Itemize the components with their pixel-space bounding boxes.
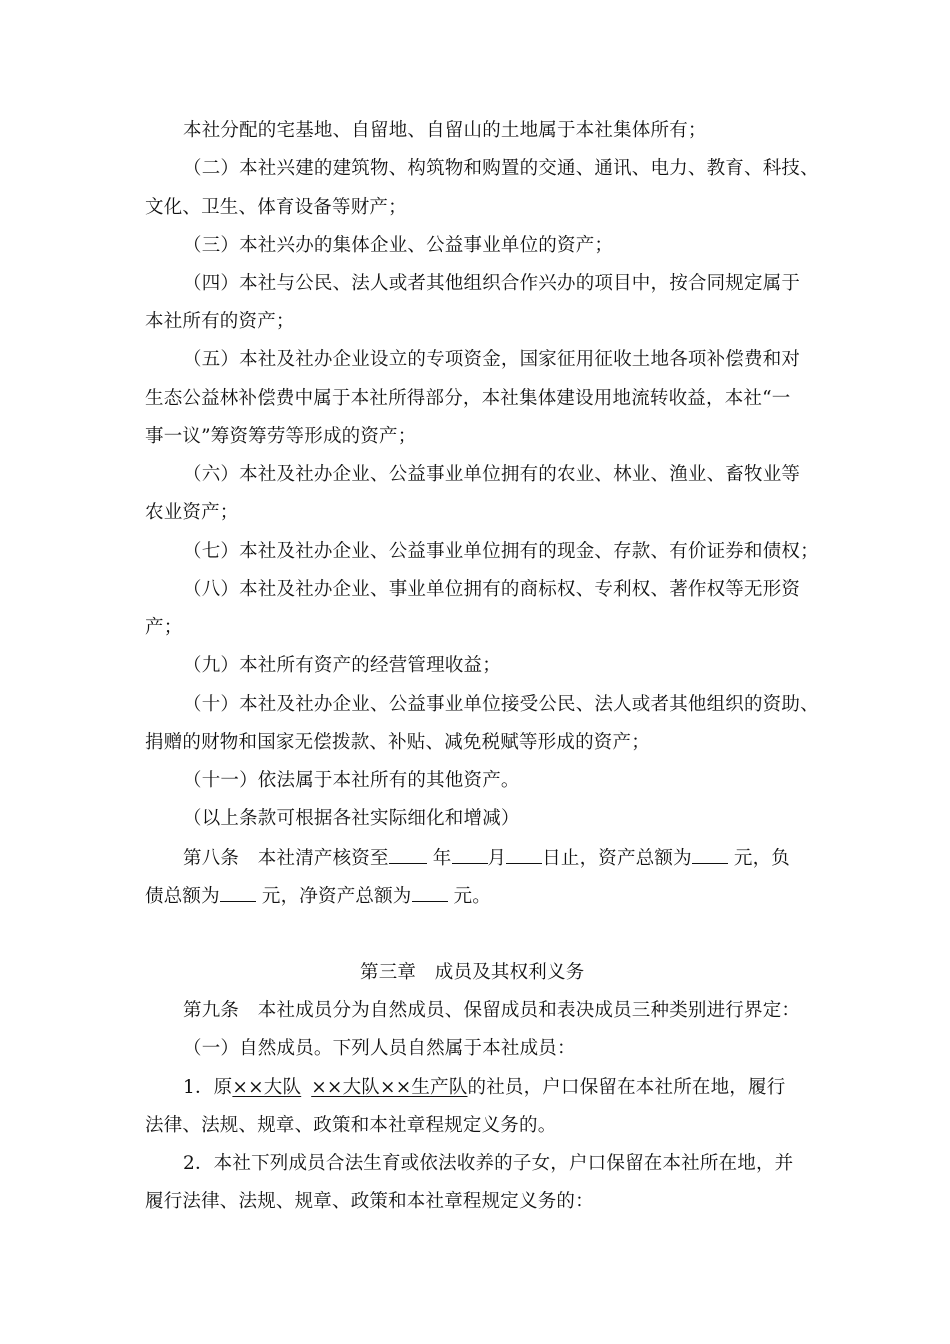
text-line: （二）本社兴建的建筑物、构筑物和购置的交通、通讯、电力、教育、科技、 xyxy=(183,158,819,179)
paragraph-1-prefix: 1．原 xyxy=(183,1077,233,1098)
article-8-text: 月 xyxy=(487,848,507,869)
text-line: 捐赠的财物和国家无偿拨款、补贴、减免税赋等形成的资产； xyxy=(145,732,650,753)
text-line: 本社分配的宅基地、自留地、自留山的土地属于本社集体所有； xyxy=(183,120,707,141)
paragraph-1-line-1 xyxy=(183,1075,785,1101)
paragraph-2-line-2: 履行法律、法规、规章、政策和本社章程规定义务的： xyxy=(145,1191,594,1212)
chapter-title: 第三章 成员及其权利义务 xyxy=(360,962,585,983)
text-line: （十）本社及社办企业、公益事业单位接受公民、法人或者其他组织的资助、 xyxy=(183,694,819,715)
text-line: 事一议”筹资筹劳等形成的资产； xyxy=(145,426,417,447)
fill-blank[interactable] xyxy=(412,883,448,902)
fill-blank[interactable] xyxy=(506,845,542,864)
text-line: （八）本社及社办企业、事业单位拥有的商标权、专利权、著作权等无形资 xyxy=(183,579,801,600)
article-8-text: 元，负 xyxy=(733,848,791,869)
text-line: 生态公益林补偿费中属于本社所得部分，本社集体建设用地流转收益，本社“一 xyxy=(145,388,791,409)
article-8-text: 元。 xyxy=(453,886,492,907)
paragraph-1-suffix: 的社员，户口保留在本社所在地，履行 xyxy=(467,1077,786,1098)
fill-blank[interactable] xyxy=(220,883,256,902)
text-line: 产； xyxy=(145,617,183,638)
fill-blank[interactable] xyxy=(452,845,488,864)
text-line: 本社所有的资产； xyxy=(145,311,295,332)
article-8-line-2 xyxy=(145,883,491,910)
item-natural-members: （一）自然成员。下列人员自然属于本社成员： xyxy=(183,1038,576,1059)
article-8-text: 日止，资产总额为 xyxy=(542,848,692,869)
article-8-text: 债总额为 xyxy=(145,886,220,907)
article-8-text: 元，净资产总额为 xyxy=(261,886,412,907)
text-line: （四）本社与公民、法人或者其他组织合作兴办的项目中，按合同规定属于 xyxy=(183,273,801,294)
article-8-text: 年 xyxy=(432,848,452,869)
article-9: 第九条 本社成员分为自然成员、保留成员和表决成员三种类别进行界定： xyxy=(183,1000,801,1021)
underlined-placeholder: ××大队 xyxy=(232,1077,302,1098)
paragraph-1-line-2: 法律、法规、规章、政策和本社章程规定义务的。 xyxy=(145,1115,557,1136)
text-line: 文化、卫生、体育设备等财产； xyxy=(145,197,407,218)
text-line: 农业资产； xyxy=(145,502,239,523)
text-line: （以上条款可根据各社实际细化和增减） xyxy=(183,808,520,829)
article-8-line-1 xyxy=(183,845,790,872)
article-8-text: 第八条 本社清产核资至 xyxy=(183,848,389,869)
text-line: （十一）依法属于本社所有的其他资产。 xyxy=(183,770,520,791)
text-line: （三）本社兴办的集体企业、公益事业单位的资产； xyxy=(183,235,614,256)
text-line: （五）本社及社办企业设立的专项资金，国家征用征收土地各项补偿费和对 xyxy=(183,349,801,370)
underlined-placeholder: ××大队××生产队 xyxy=(311,1077,468,1098)
fill-blank[interactable] xyxy=(692,845,728,864)
text-line: （九）本社所有资产的经营管理收益； xyxy=(183,655,501,676)
fill-blank[interactable] xyxy=(389,845,427,864)
paragraph-2-line-1: 2．本社下列成员合法生育或依法收养的子女，户口保留在本社所在地，并 xyxy=(183,1153,794,1174)
text-line: （六）本社及社办企业、公益事业单位拥有的农业、林业、渔业、畜牧业等 xyxy=(183,464,801,485)
text-line: （七）本社及社办企业、公益事业单位拥有的现金、存款、有价证券和债权； xyxy=(183,541,819,562)
